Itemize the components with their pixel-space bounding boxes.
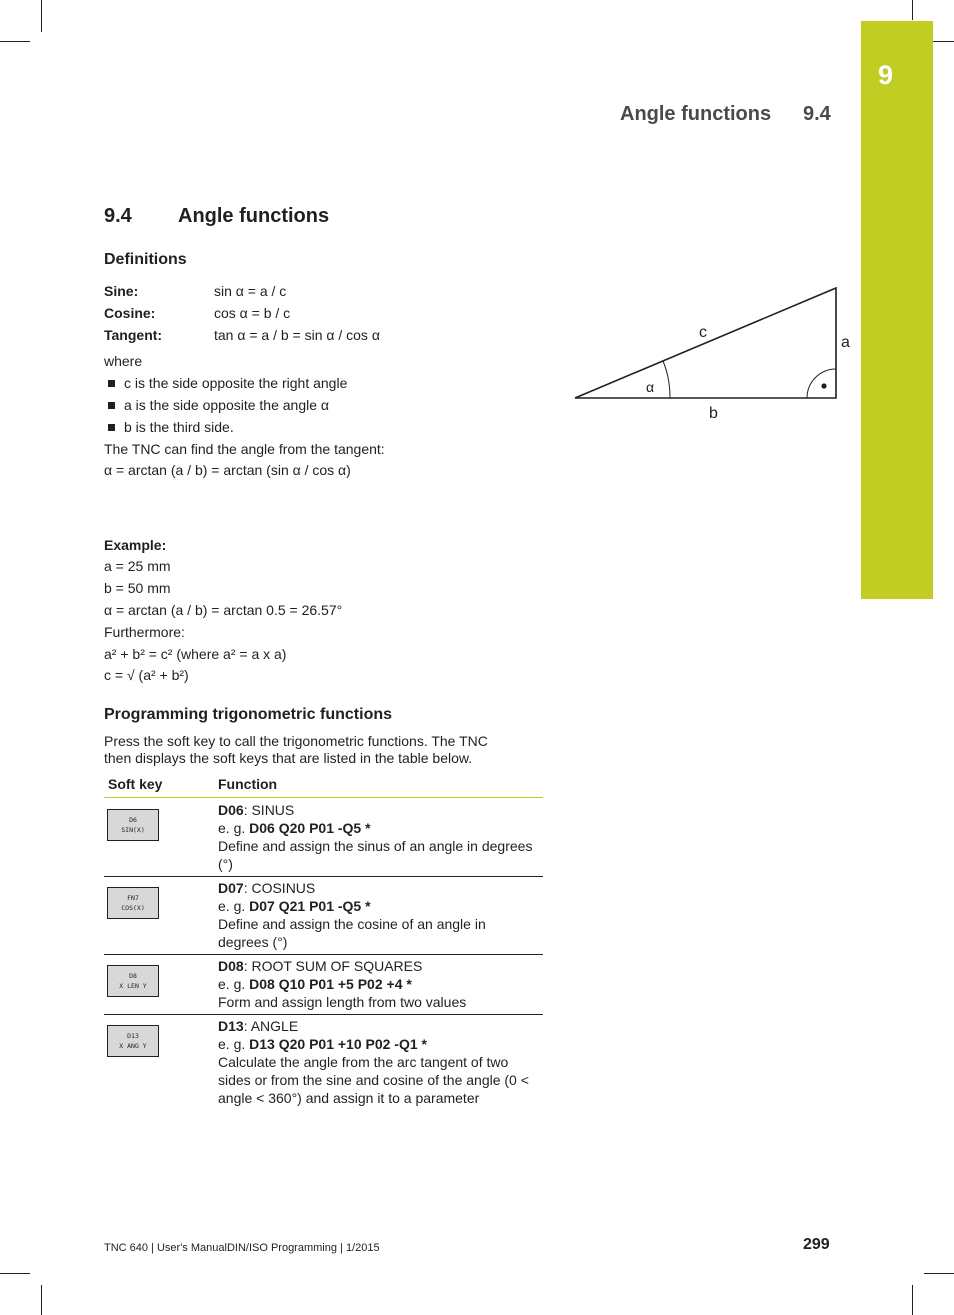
example-heading: Example: [104, 537, 167, 553]
softkey-len[interactable] [107, 965, 159, 997]
example-line: Furthermore: [104, 624, 185, 640]
softkey-sin[interactable] [107, 809, 159, 841]
crop-mark [0, 41, 30, 42]
example-line: c = √ (a² + b²) [104, 667, 189, 683]
right-angle-arc [807, 369, 836, 398]
tangent-note: The TNC can find the angle from the tangent: [104, 441, 385, 457]
table-row-rule [104, 954, 543, 955]
function-code: D13 [218, 1018, 244, 1034]
crop-mark [924, 1273, 954, 1274]
softkey-line: D8 [129, 972, 137, 980]
softkey-line: D6 [129, 816, 137, 824]
page-number: 299 [803, 1236, 830, 1253]
right-angle-dot [821, 383, 826, 388]
example-line: a = 25 mm [104, 558, 171, 574]
softkey-line: X LEN Y [119, 982, 147, 990]
footer-text: TNC 640 | User's ManualDIN/ISO Programming | 1/2015 [104, 1242, 380, 1254]
softkey-line: X ANG Y [119, 1042, 147, 1050]
table-header-rule [104, 797, 543, 798]
running-header-number: 9.4 [803, 103, 831, 125]
programming-intro-line1: Press the soft key to call the trigonometric functions. The TNC [104, 733, 488, 749]
section-number: 9.4 [104, 205, 132, 227]
programming-heading: Programming trigonometric functions [104, 706, 393, 723]
bullet-marker [108, 424, 115, 431]
tangent-label: Tangent: [104, 327, 163, 343]
function-code: D06 [218, 802, 244, 818]
arctan-formula: α = arctan (a / b) = arctan (sin α / cos α) [104, 462, 351, 478]
example-prefix: e. g. [218, 976, 250, 992]
bullet-marker [108, 380, 115, 387]
function-description: Calculate the angle from the arc tangent of two sides or from the sine and cosine of the angle (0 < angle < 360°) and assign it to a parameter [218, 1054, 529, 1106]
table-row-rule [104, 876, 543, 877]
bullet-item: a is the side opposite the angle α [124, 397, 330, 413]
example-code: D13 Q20 P01 +10 P02 -Q1 * [249, 1036, 427, 1052]
bullet-item: b is the third side. [124, 419, 234, 435]
table-row-rule [104, 1014, 543, 1015]
example-code: D06 Q20 P01 -Q5 * [249, 820, 371, 836]
crop-mark [912, 0, 913, 20]
example-line: α = arctan (a / b) = arctan 0.5 = 26.57° [104, 602, 343, 618]
function-description: Define and assign the sinus of an angle in degrees (°) [218, 838, 533, 872]
function-description: Define and assign the cosine of an angle in degrees (°) [218, 916, 486, 950]
side-a-label: a [841, 334, 850, 351]
definitions-heading: Definitions [104, 251, 187, 268]
softkey-line: SIN(X) [121, 826, 145, 834]
side-b-label: b [709, 405, 718, 422]
bullet-marker [108, 402, 115, 409]
triangle-shape [575, 288, 836, 398]
function-description: Form and assign length from two values [218, 994, 467, 1010]
function-code: D07 [218, 880, 244, 896]
crop-mark [912, 1285, 913, 1315]
function-code: D08 [218, 958, 244, 974]
bullet-item: c is the side opposite the right angle [124, 375, 348, 391]
crop-mark [41, 1285, 42, 1315]
softkey-ang[interactable] [107, 1025, 159, 1057]
example-line: a² + b² = c² (where a² = a x a) [104, 646, 287, 662]
function-name: : SINUS [243, 802, 295, 818]
example-line: b = 50 mm [104, 580, 171, 596]
function-cell [218, 879, 538, 951]
table-header-function: Function [218, 776, 278, 792]
function-cell [218, 957, 538, 1011]
cosine-label: Cosine: [104, 305, 156, 321]
crop-mark [0, 1273, 30, 1274]
function-name: : COSINUS [243, 880, 316, 896]
crop-mark [41, 0, 42, 32]
softkey-line: COS(X) [121, 904, 145, 912]
function-cell [218, 1017, 538, 1107]
sine-label: Sine: [104, 283, 139, 299]
example-prefix: e. g. [218, 820, 250, 836]
angle-label: α [646, 379, 655, 395]
example-prefix: e. g. [218, 898, 250, 914]
table-header-softkey: Soft key [108, 776, 163, 792]
section-title [104, 205, 329, 228]
side-c-label: c [699, 324, 707, 341]
function-name: : ROOT SUM OF SQUARES [243, 958, 423, 974]
function-cell [218, 801, 538, 873]
softkey-cos[interactable] [107, 887, 159, 919]
softkey-line: D13 [127, 1032, 139, 1040]
example-code: D07 Q21 P01 -Q5 * [249, 898, 371, 914]
running-header-title: Angle functions [620, 103, 772, 125]
programming-intro-line2: then displays the soft keys that are listed in the table below. [104, 750, 473, 766]
softkey-line: FN7 [127, 894, 139, 902]
chapter-tab [861, 21, 933, 599]
tangent-formula: tan α = a / b = sin α / cos α [214, 327, 380, 343]
example-prefix: e. g. [218, 1036, 250, 1052]
cosine-formula: cos α = b / c [214, 305, 291, 321]
example-code: D08 Q10 P01 +5 P02 +4 * [249, 976, 412, 992]
triangle-diagram [570, 280, 860, 425]
section-title-text: Angle functions [178, 205, 330, 227]
sine-formula: sin α = a / c [214, 283, 287, 299]
where-text: where [104, 353, 143, 369]
function-name: : ANGLE [243, 1018, 299, 1034]
angle-arc [663, 361, 670, 398]
chapter-number: 9 [878, 60, 894, 90]
